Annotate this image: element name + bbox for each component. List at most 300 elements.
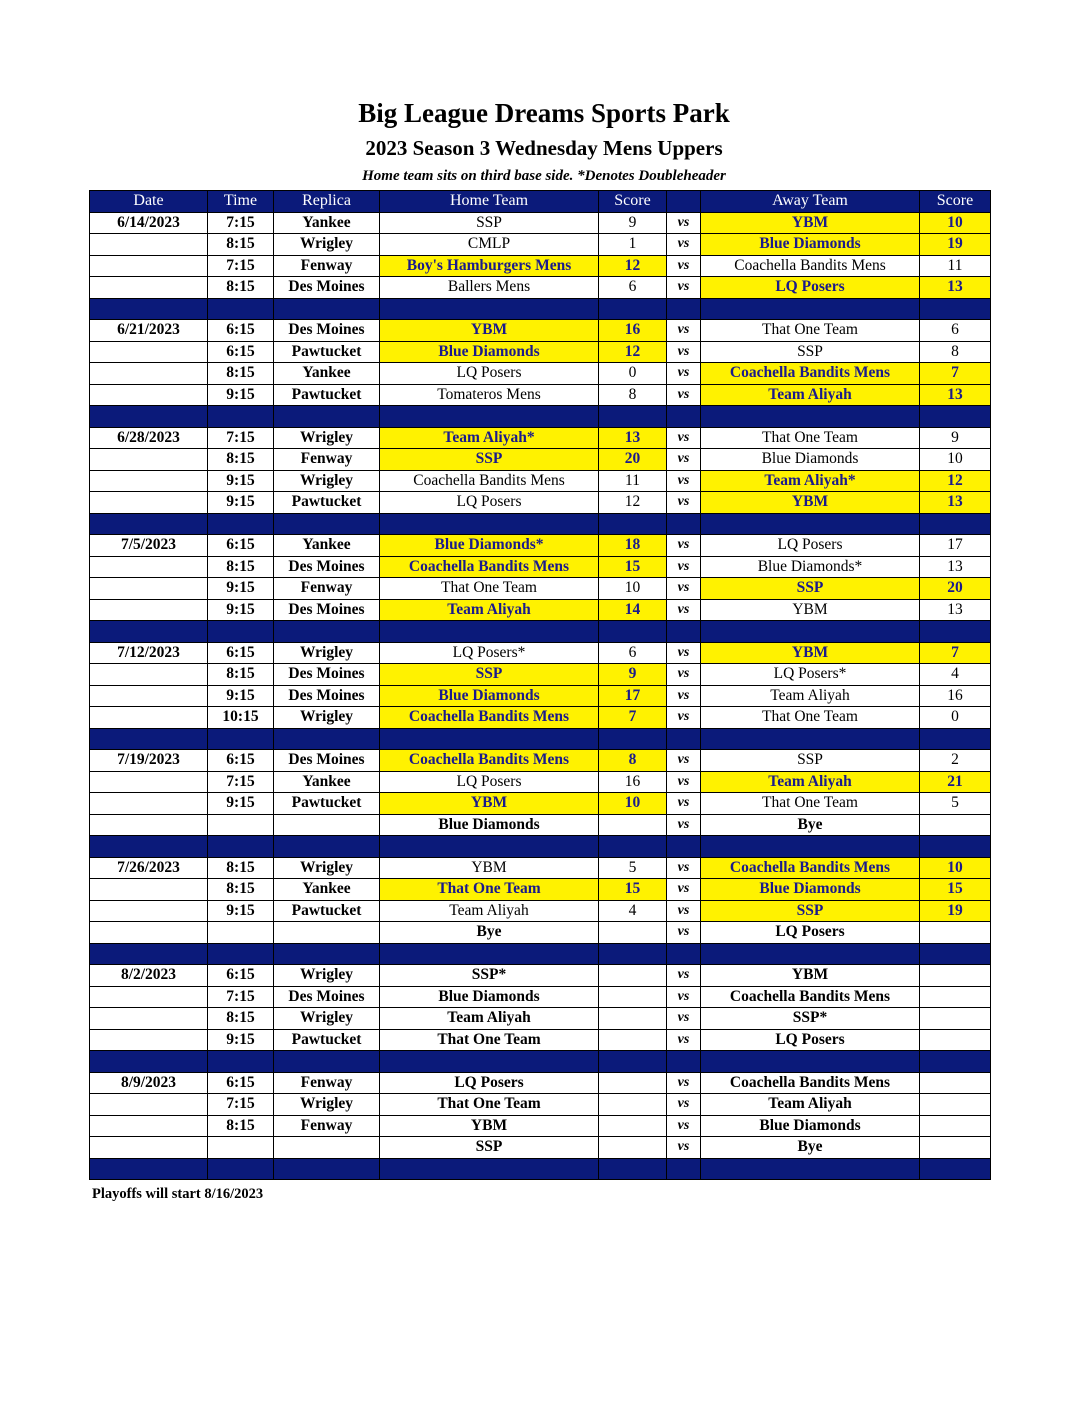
home-score-cell: 9: [599, 664, 667, 686]
table-row: [90, 578, 991, 600]
separator-cell: [380, 1158, 599, 1180]
away-score-cell: 20: [920, 578, 991, 600]
separator-cell: [667, 1158, 701, 1180]
time-cell: 7:15: [208, 427, 274, 449]
time-cell: 8:15: [208, 556, 274, 578]
home-team-cell: Coachella Bandits Mens: [380, 750, 599, 772]
schedule-table: [89, 190, 991, 1180]
replica-cell: Des Moines: [274, 664, 380, 686]
vs-cell: vs: [667, 986, 701, 1008]
vs-cell: vs: [667, 814, 701, 836]
time-cell: 6:15: [208, 1072, 274, 1094]
replica-cell: Pawtucket: [274, 384, 380, 406]
home-score-cell: 15: [599, 879, 667, 901]
column-header: Time: [208, 191, 274, 213]
home-team-cell: SSP: [380, 664, 599, 686]
separator-cell: [90, 513, 208, 535]
home-team-cell: Bye: [380, 922, 599, 944]
home-team-cell: Tomateros Mens: [380, 384, 599, 406]
vs-cell: vs: [667, 771, 701, 793]
time-cell: 7:15: [208, 986, 274, 1008]
away-score-cell: 13: [920, 277, 991, 299]
away-team-cell: LQ Posers: [701, 277, 920, 299]
separator-cell: [667, 836, 701, 858]
separator-cell: [90, 1158, 208, 1180]
column-header: Home Team: [380, 191, 599, 213]
table-row: [90, 556, 991, 578]
date-cell: [90, 707, 208, 729]
date-cell: [90, 793, 208, 815]
replica-cell: Yankee: [274, 771, 380, 793]
separator-cell: [920, 513, 991, 535]
time-cell: 6:15: [208, 535, 274, 557]
separator-cell: [208, 298, 274, 320]
table-row: [90, 535, 991, 557]
home-score-cell: 10: [599, 793, 667, 815]
away-team-cell: YBM: [701, 642, 920, 664]
separator-cell: [208, 621, 274, 643]
time-cell: 6:15: [208, 320, 274, 342]
separator-cell: [90, 728, 208, 750]
home-score-cell: 8: [599, 750, 667, 772]
time-cell: [208, 1137, 274, 1159]
week-separator: [90, 621, 991, 643]
home-score-cell: [599, 1094, 667, 1116]
time-cell: [208, 814, 274, 836]
date-cell: [90, 492, 208, 514]
home-team-cell: Team Aliyah*: [380, 427, 599, 449]
home-team-cell: LQ Posers: [380, 1072, 599, 1094]
home-score-cell: [599, 1137, 667, 1159]
column-header: Date: [90, 191, 208, 213]
away-score-cell: 12: [920, 470, 991, 492]
separator-cell: [599, 1158, 667, 1180]
separator-cell: [920, 728, 991, 750]
table-row: [90, 427, 991, 449]
home-score-cell: 20: [599, 449, 667, 471]
away-score-cell: 5: [920, 793, 991, 815]
table-row: [90, 1137, 991, 1159]
separator-cell: [701, 836, 920, 858]
separator-cell: [599, 621, 667, 643]
away-score-cell: [920, 814, 991, 836]
separator-cell: [920, 1158, 991, 1180]
away-score-cell: 10: [920, 857, 991, 879]
separator-cell: [208, 513, 274, 535]
separator-cell: [208, 943, 274, 965]
home-score-cell: [599, 986, 667, 1008]
vs-cell: vs: [667, 1137, 701, 1159]
home-score-cell: 13: [599, 427, 667, 449]
separator-cell: [208, 836, 274, 858]
away-score-cell: 7: [920, 363, 991, 385]
away-team-cell: SSP: [701, 341, 920, 363]
date-cell: 8/2/2023: [90, 965, 208, 987]
replica-cell: Pawtucket: [274, 341, 380, 363]
home-team-cell: Ballers Mens: [380, 277, 599, 299]
date-cell: 7/12/2023: [90, 642, 208, 664]
away-team-cell: LQ Posers*: [701, 664, 920, 686]
separator-cell: [701, 406, 920, 428]
date-cell: [90, 922, 208, 944]
table-row: [90, 1008, 991, 1030]
home-score-cell: 4: [599, 900, 667, 922]
away-score-cell: [920, 965, 991, 987]
away-team-cell: YBM: [701, 212, 920, 234]
separator-cell: [380, 406, 599, 428]
vs-cell: vs: [667, 664, 701, 686]
table-row: [90, 642, 991, 664]
separator-cell: [667, 406, 701, 428]
separator-cell: [380, 836, 599, 858]
home-team-cell: Team Aliyah: [380, 599, 599, 621]
vs-cell: vs: [667, 707, 701, 729]
away-team-cell: Blue Diamonds: [701, 449, 920, 471]
home-score-cell: 5: [599, 857, 667, 879]
separator-cell: [380, 1051, 599, 1073]
home-team-cell: Team Aliyah: [380, 900, 599, 922]
replica-cell: Yankee: [274, 212, 380, 234]
table-row: [90, 320, 991, 342]
vs-cell: vs: [667, 320, 701, 342]
home-score-cell: 7: [599, 707, 667, 729]
replica-cell: Wrigley: [274, 1008, 380, 1030]
week-separator: [90, 728, 991, 750]
home-score-cell: [599, 965, 667, 987]
away-score-cell: 19: [920, 900, 991, 922]
date-cell: 7/26/2023: [90, 857, 208, 879]
replica-cell: Fenway: [274, 578, 380, 600]
date-cell: [90, 556, 208, 578]
home-score-cell: 12: [599, 255, 667, 277]
table-row: [90, 212, 991, 234]
home-score-cell: 0: [599, 363, 667, 385]
separator-cell: [667, 1051, 701, 1073]
replica-cell: Fenway: [274, 449, 380, 471]
separator-cell: [701, 621, 920, 643]
time-cell: 6:15: [208, 750, 274, 772]
separator-cell: [599, 513, 667, 535]
replica-cell: Fenway: [274, 1115, 380, 1137]
table-row: [90, 922, 991, 944]
column-header: Score: [599, 191, 667, 213]
away-team-cell: YBM: [701, 599, 920, 621]
replica-cell: Wrigley: [274, 857, 380, 879]
date-cell: 7/5/2023: [90, 535, 208, 557]
home-team-cell: Blue Diamonds: [380, 685, 599, 707]
away-score-cell: 8: [920, 341, 991, 363]
vs-cell: vs: [667, 1029, 701, 1051]
date-cell: [90, 1008, 208, 1030]
separator-cell: [667, 728, 701, 750]
away-team-cell: Blue Diamonds*: [701, 556, 920, 578]
home-team-cell: YBM: [380, 857, 599, 879]
date-cell: [90, 578, 208, 600]
home-score-cell: 16: [599, 771, 667, 793]
away-team-cell: That One Team: [701, 427, 920, 449]
replica-cell: Pawtucket: [274, 1029, 380, 1051]
away-team-cell: YBM: [701, 965, 920, 987]
table-row: [90, 341, 991, 363]
vs-cell: vs: [667, 427, 701, 449]
table-row: [90, 1072, 991, 1094]
away-team-cell: LQ Posers: [701, 922, 920, 944]
time-cell: 7:15: [208, 1094, 274, 1116]
vs-cell: vs: [667, 255, 701, 277]
home-score-cell: 6: [599, 642, 667, 664]
playoffs-note: Playoffs will start 8/16/2023: [92, 1186, 264, 1202]
home-score-cell: [599, 1008, 667, 1030]
away-score-cell: 19: [920, 234, 991, 256]
separator-cell: [208, 1158, 274, 1180]
home-score-cell: 14: [599, 599, 667, 621]
vs-cell: vs: [667, 599, 701, 621]
home-team-cell: That One Team: [380, 1029, 599, 1051]
separator-cell: [920, 943, 991, 965]
home-team-cell: Coachella Bandits Mens: [380, 470, 599, 492]
table-row: [90, 814, 991, 836]
replica-cell: Wrigley: [274, 965, 380, 987]
table-row: [90, 470, 991, 492]
vs-cell: vs: [667, 685, 701, 707]
home-team-cell: Team Aliyah: [380, 1008, 599, 1030]
date-cell: [90, 814, 208, 836]
date-cell: 7/19/2023: [90, 750, 208, 772]
time-cell: 9:15: [208, 599, 274, 621]
away-score-cell: [920, 1094, 991, 1116]
vs-cell: vs: [667, 384, 701, 406]
separator-cell: [701, 1051, 920, 1073]
away-score-cell: [920, 1008, 991, 1030]
separator-cell: [274, 836, 380, 858]
vs-cell: vs: [667, 578, 701, 600]
replica-cell: [274, 922, 380, 944]
column-header: Away Team: [701, 191, 920, 213]
away-score-cell: 16: [920, 685, 991, 707]
table-row: [90, 707, 991, 729]
vs-cell: vs: [667, 793, 701, 815]
away-score-cell: 13: [920, 599, 991, 621]
home-team-cell: LQ Posers*: [380, 642, 599, 664]
date-cell: [90, 470, 208, 492]
date-cell: [90, 384, 208, 406]
date-cell: [90, 341, 208, 363]
home-score-cell: 15: [599, 556, 667, 578]
time-cell: 9:15: [208, 900, 274, 922]
separator-cell: [667, 298, 701, 320]
table-row: [90, 255, 991, 277]
away-team-cell: SSP: [701, 750, 920, 772]
table-row: [90, 771, 991, 793]
separator-cell: [920, 836, 991, 858]
time-cell: 8:15: [208, 857, 274, 879]
home-team-cell: Coachella Bandits Mens: [380, 707, 599, 729]
separator-cell: [667, 621, 701, 643]
home-team-cell: That One Team: [380, 578, 599, 600]
page-subtitle: 2023 Season 3 Wednesday Mens Uppers: [365, 136, 723, 160]
replica-cell: Wrigley: [274, 1094, 380, 1116]
away-team-cell: Blue Diamonds: [701, 879, 920, 901]
vs-cell: vs: [667, 341, 701, 363]
separator-cell: [274, 406, 380, 428]
time-cell: 9:15: [208, 470, 274, 492]
vs-cell: vs: [667, 212, 701, 234]
vs-cell: vs: [667, 277, 701, 299]
table-row: [90, 965, 991, 987]
time-cell: 9:15: [208, 793, 274, 815]
away-score-cell: [920, 1029, 991, 1051]
time-cell: 6:15: [208, 965, 274, 987]
separator-cell: [274, 513, 380, 535]
separator-cell: [599, 836, 667, 858]
replica-cell: Wrigley: [274, 642, 380, 664]
table-row: [90, 492, 991, 514]
replica-cell: Yankee: [274, 879, 380, 901]
date-cell: [90, 1137, 208, 1159]
table-row: [90, 277, 991, 299]
away-score-cell: 9: [920, 427, 991, 449]
home-score-cell: 9: [599, 212, 667, 234]
away-score-cell: 21: [920, 771, 991, 793]
date-cell: [90, 1115, 208, 1137]
away-score-cell: [920, 1072, 991, 1094]
separator-cell: [599, 1051, 667, 1073]
week-separator: [90, 1051, 991, 1073]
home-team-cell: That One Team: [380, 879, 599, 901]
time-cell: 7:15: [208, 255, 274, 277]
replica-cell: Yankee: [274, 363, 380, 385]
week-separator: [90, 943, 991, 965]
table-row: [90, 363, 991, 385]
time-cell: 10:15: [208, 707, 274, 729]
column-header: Replica: [274, 191, 380, 213]
home-team-cell: SSP: [380, 449, 599, 471]
home-team-cell: SSP*: [380, 965, 599, 987]
away-team-cell: Bye: [701, 1137, 920, 1159]
separator-cell: [274, 298, 380, 320]
home-team-cell: Coachella Bandits Mens: [380, 556, 599, 578]
home-score-cell: 10: [599, 578, 667, 600]
replica-cell: Yankee: [274, 535, 380, 557]
separator-cell: [208, 1051, 274, 1073]
table-row: [90, 1029, 991, 1051]
table-row: [90, 986, 991, 1008]
page-title: Big League Dreams Sports Park: [358, 98, 730, 128]
separator-cell: [701, 943, 920, 965]
replica-cell: [274, 1137, 380, 1159]
separator-cell: [920, 1051, 991, 1073]
time-cell: 9:15: [208, 384, 274, 406]
home-score-cell: 8: [599, 384, 667, 406]
date-cell: [90, 255, 208, 277]
vs-cell: vs: [667, 1008, 701, 1030]
vs-cell: vs: [667, 470, 701, 492]
table-row: [90, 793, 991, 815]
table-row: [90, 449, 991, 471]
away-score-cell: 13: [920, 384, 991, 406]
away-score-cell: 4: [920, 664, 991, 686]
replica-cell: [274, 814, 380, 836]
replica-cell: Des Moines: [274, 685, 380, 707]
schedule-note: Home team sits on third base side. *Denotes Doubleheader: [362, 168, 726, 184]
away-team-cell: SSP: [701, 578, 920, 600]
vs-cell: vs: [667, 535, 701, 557]
home-team-cell: That One Team: [380, 1094, 599, 1116]
separator-cell: [380, 513, 599, 535]
vs-cell: vs: [667, 556, 701, 578]
away-score-cell: [920, 922, 991, 944]
vs-cell: vs: [667, 492, 701, 514]
vs-cell: vs: [667, 1115, 701, 1137]
vs-cell: vs: [667, 1072, 701, 1094]
away-score-cell: 6: [920, 320, 991, 342]
away-team-cell: Bye: [701, 814, 920, 836]
table-header-row: [90, 191, 991, 213]
date-cell: [90, 771, 208, 793]
column-header: Score: [920, 191, 991, 213]
away-score-cell: 11: [920, 255, 991, 277]
time-cell: 8:15: [208, 277, 274, 299]
time-cell: 8:15: [208, 1008, 274, 1030]
separator-cell: [208, 728, 274, 750]
replica-cell: Des Moines: [274, 320, 380, 342]
home-team-cell: YBM: [380, 320, 599, 342]
week-separator: [90, 513, 991, 535]
away-score-cell: 10: [920, 449, 991, 471]
table-row: [90, 857, 991, 879]
separator-cell: [274, 728, 380, 750]
separator-cell: [380, 298, 599, 320]
time-cell: 8:15: [208, 664, 274, 686]
week-separator: [90, 406, 991, 428]
table-row: [90, 900, 991, 922]
separator-cell: [667, 513, 701, 535]
time-cell: 9:15: [208, 1029, 274, 1051]
away-score-cell: [920, 1137, 991, 1159]
away-team-cell: Team Aliyah: [701, 1094, 920, 1116]
away-score-cell: [920, 1115, 991, 1137]
date-cell: [90, 986, 208, 1008]
separator-cell: [920, 298, 991, 320]
date-cell: 6/28/2023: [90, 427, 208, 449]
date-cell: [90, 900, 208, 922]
separator-cell: [599, 943, 667, 965]
separator-cell: [274, 1051, 380, 1073]
home-score-cell: [599, 1072, 667, 1094]
away-team-cell: Coachella Bandits Mens: [701, 255, 920, 277]
time-cell: 9:15: [208, 578, 274, 600]
table-row: [90, 1115, 991, 1137]
table-row: [90, 879, 991, 901]
vs-cell: vs: [667, 857, 701, 879]
table-row: [90, 750, 991, 772]
replica-cell: Wrigley: [274, 707, 380, 729]
home-team-cell: YBM: [380, 1115, 599, 1137]
home-score-cell: 1: [599, 234, 667, 256]
away-score-cell: [920, 986, 991, 1008]
replica-cell: Wrigley: [274, 234, 380, 256]
away-score-cell: 13: [920, 556, 991, 578]
away-team-cell: SSP*: [701, 1008, 920, 1030]
date-cell: [90, 1094, 208, 1116]
home-team-cell: LQ Posers: [380, 363, 599, 385]
away-team-cell: Coachella Bandits Mens: [701, 857, 920, 879]
away-team-cell: Team Aliyah: [701, 771, 920, 793]
date-cell: [90, 234, 208, 256]
time-cell: 9:15: [208, 492, 274, 514]
separator-cell: [90, 1051, 208, 1073]
separator-cell: [274, 943, 380, 965]
